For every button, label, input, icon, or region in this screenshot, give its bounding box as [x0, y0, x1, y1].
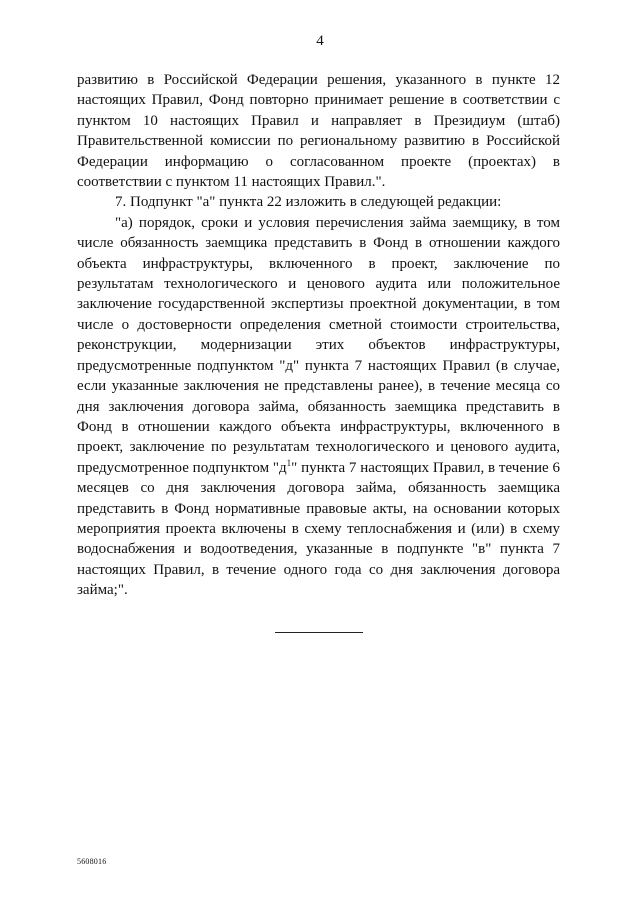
superscript-index: 1: [286, 457, 292, 468]
document-body: [77, 70, 560, 601]
paragraph-continuation: развитию в Российской Федерации решения, указанного в пункте 12 настоящих Правил, Фонд повторно принимает решение в соответствии с пунктом 10 настоящих Правил и направляет в Президиум (штаб) Правительственной комиссии по региональному развитию в Российской Федерации информацию о согласованном проекте (проектах) в соответствии с пунктом 11 настоящих Правил.".: [77, 72, 560, 191]
page-number: 4: [316, 33, 324, 49]
document-code: 5608016: [77, 857, 107, 866]
end-divider-line: [275, 632, 363, 633]
subpoint-a-text-end: " пункта 7 настоящих Правил, в течение 6 месяцев со дня заключения договора займа, обязанность заемщика представить в Фонд нормативные правовые акты, на основании которых мероприятия проекта включены в схему теплоснабжения и (или) в схему водоснабжения и водоотведения, указанные в подпункте "в" пункта 7 настоящих Правил, в течение одного года со дня заключения договора займа;".: [77, 459, 560, 599]
paragraph-amendment-7: 7. Подпункт "а" пункта 22 изложить в следующей редакции:: [115, 194, 502, 211]
subpoint-a-text-start: "а) порядок, сроки и условия перечисления займа заемщику, в том числе обязанность заемщика представить в Фонд в отношении каждого объекта инфраструктуры, включенного в проект, заключение по результатам технологического и ценового аудита или положительное заключение государственной экспертизы проектной документации, в том числе о достоверности определения сметной стоимости строительства, реконструкции, модернизации этих объектов инфраструктуры, предусмотренные подпунктом "д" пункта 7 настоящих Правил (в случае, если указанные заключения не представлены ранее), в течение месяца со дня заключения договора займа, обязанность заемщика представить в Фонд в отношении каждого объекта инфраструктуры, включенного в проект, заключение по результатам технологического и ценового аудита, предусмотренное подпунктом "д: [77, 214, 560, 476]
paragraph-subpoint-a: [77, 213, 560, 601]
